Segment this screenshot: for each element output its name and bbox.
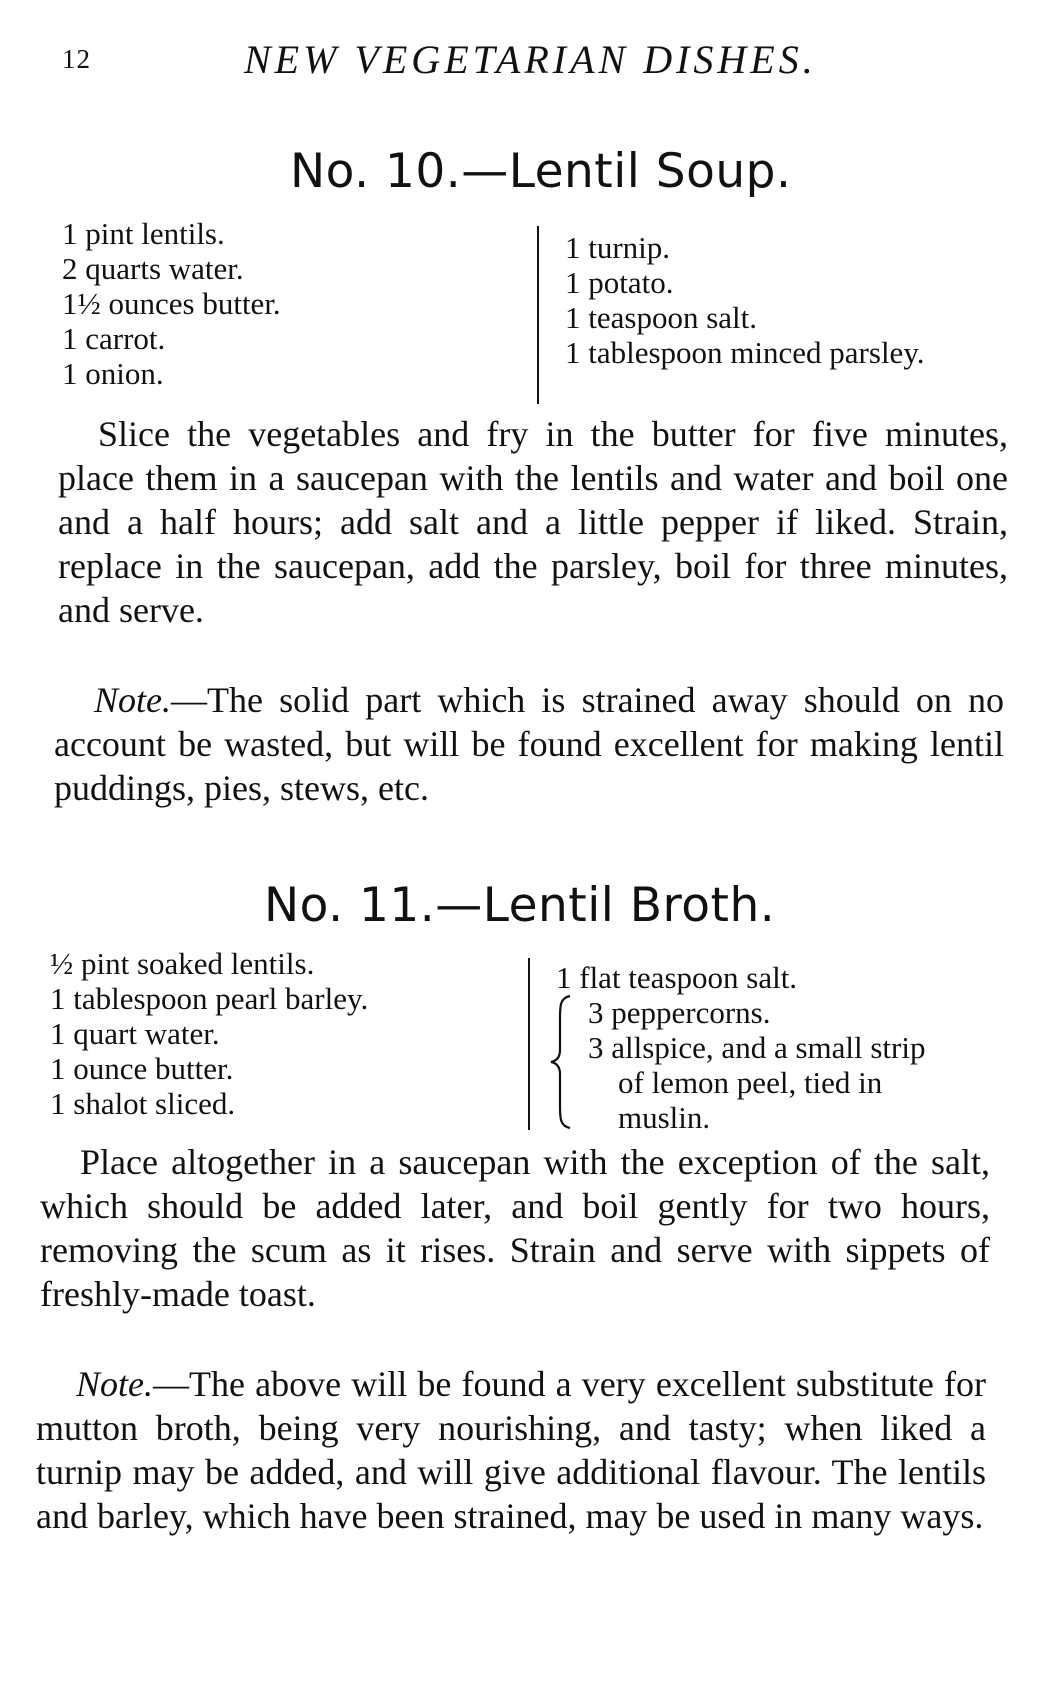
note-text: —The solid part which is strained away should on no account be wasted, but will be found excellent for making lentil puddings, pies, stews, etc.: [54, 680, 1004, 808]
recipe-title-lentil-broth: No. 11.—Lentil Broth.: [264, 878, 776, 933]
ingredient-item: of lemon peel, tied in: [618, 1065, 883, 1100]
ingredient-item: 1 teaspoon salt.: [565, 300, 757, 335]
recipe-title-lentil-soup: No. 10.—Lentil Soup.: [290, 144, 792, 199]
ingredients-left-lentil-broth: [50, 946, 368, 1121]
ingredient-item: 1 pint lentils.: [62, 216, 225, 251]
method-paragraph-lentil-soup: [58, 412, 1008, 632]
ingredient-item: 1½ ounces butter.: [62, 286, 281, 321]
note-label: Note.: [76, 1364, 153, 1404]
ingredient-item: muslin.: [618, 1100, 711, 1135]
ingredients-right-lentil-broth: [556, 960, 925, 1135]
ingredient-item: 1 quart water.: [50, 1016, 220, 1051]
ingredient-item: 1 potato.: [565, 265, 674, 300]
note-paragraph-lentil-broth: [36, 1362, 986, 1538]
curly-brace-icon: [548, 994, 574, 1130]
method-text: Slice the vegetables and fry in the butter for five minutes, place them in a saucepan with the lentils and water and boil one and a half hours; add salt and a little pepper if liked. Strain, replace in the saucepan, add the parsley, boil for three minutes, and serve.: [58, 414, 1008, 630]
ingredient-item: 2 quarts water.: [62, 251, 244, 286]
ingredient-item: 1 onion.: [62, 356, 164, 391]
ingredient-item: 1 tablespoon minced parsley.: [565, 335, 925, 370]
ingredients-right-lentil-soup: [565, 230, 925, 370]
ingredient-item: 1 ounce butter.: [50, 1051, 234, 1086]
ingredient-item: ½ pint soaked lentils.: [50, 946, 315, 981]
note-label: Note.: [94, 680, 171, 720]
note-text: —The above will be found a very excellent substitute for mutton broth, being very nourishing, and tasty; when liked a turnip may be added, and will give additional flavour. The lentils and barley, which have been strained, may be used in many ways.: [36, 1364, 986, 1536]
note-paragraph-lentil-soup: [54, 678, 1004, 810]
ingredient-item: 3 allspice, and a small strip: [588, 1030, 926, 1065]
page-number: 12: [62, 44, 91, 74]
ingredient-item: 1 tablespoon pearl barley.: [50, 981, 369, 1016]
column-divider: [537, 226, 539, 404]
book-title: NEW VEGETARIAN DISHES.: [244, 37, 817, 82]
method-paragraph-lentil-broth: [40, 1140, 990, 1316]
ingredient-item: 1 shalot sliced.: [50, 1086, 236, 1121]
method-text: Place altogether in a saucepan with the exception of the salt, which should be added later, and boil gently for two hours, removing the scum as it rises. Strain and serve with sippets of freshly-made toast.: [40, 1142, 990, 1314]
ingredient-item: 3 peppercorns.: [588, 995, 771, 1030]
column-divider: [528, 958, 530, 1130]
ingredient-item: 1 flat teaspoon salt.: [556, 960, 798, 995]
running-head: [62, 36, 962, 96]
ingredient-item: 1 turnip.: [565, 230, 671, 265]
ingredient-item: 1 carrot.: [62, 321, 166, 356]
ingredients-left-lentil-soup: [62, 216, 281, 391]
